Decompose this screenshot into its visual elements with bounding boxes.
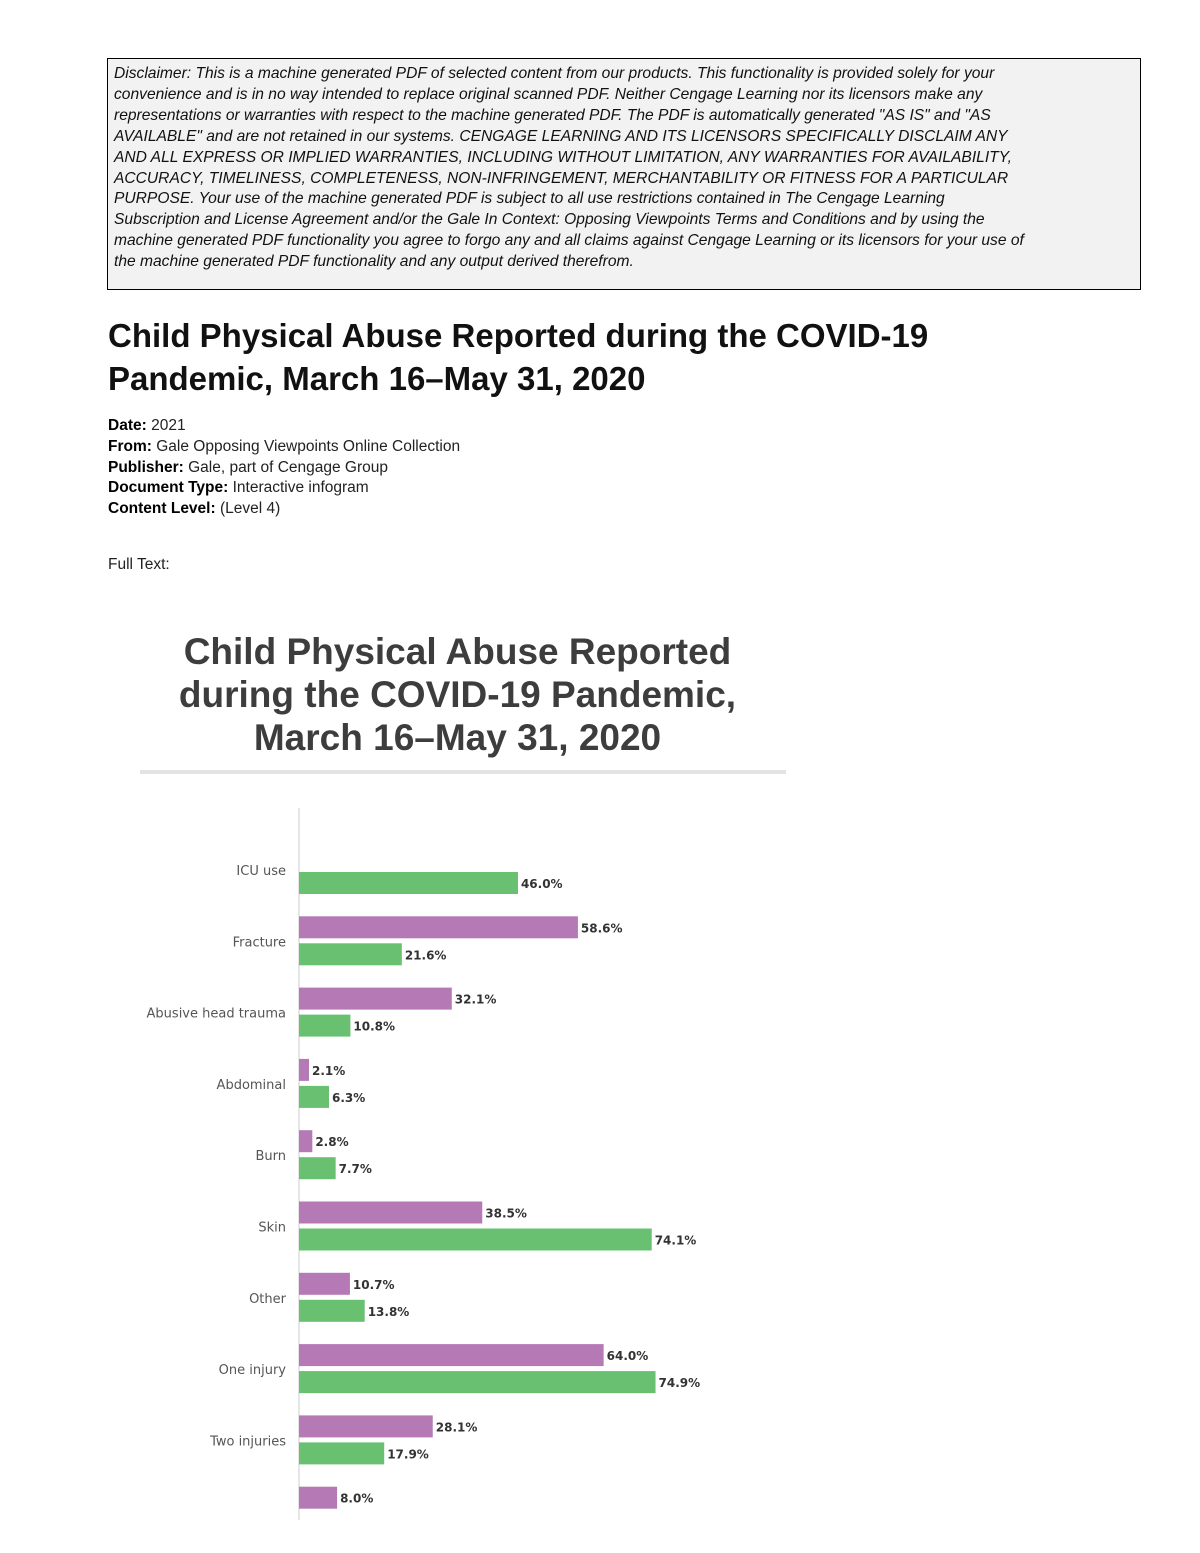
title-divider bbox=[140, 770, 786, 774]
category-label: ICU use bbox=[236, 864, 286, 879]
disclaimer-line: convenience and is in no way intended to replace original scanned PDF. Neither Cengage Learning nor its licensors make any bbox=[114, 85, 983, 103]
data-label: 46.0% bbox=[520, 877, 563, 891]
disclaimer-line: ACCURACY, TIMELINESS, COMPLETENESS, NON-INFRINGEMENT, MERCHANTABILITY OR FITNESS FOR A PARTICULAR bbox=[114, 169, 1009, 187]
disclaimer-line: Subscription and License Agreement and/or the Gale In Context: Opposing Viewpoints Terms and Conditions and by using the bbox=[114, 211, 985, 229]
data-label: 74.9% bbox=[658, 1376, 701, 1391]
disclaimer-box bbox=[107, 58, 1141, 290]
data-label: 17.9% bbox=[387, 1447, 429, 1462]
data-label: 10.8% bbox=[353, 1019, 396, 1034]
data-label: 13.8% bbox=[367, 1304, 410, 1319]
data-label: 2.8% bbox=[315, 1135, 349, 1150]
category-label: Burn bbox=[255, 1149, 286, 1165]
bar bbox=[299, 943, 402, 965]
category-label: Fracture bbox=[232, 935, 286, 951]
disclaimer-line: AND ALL EXPRESS OR IMPLIED WARRANTIES, INCLUDING WITHOUT LIMITATION, ANY WARRANTIES FOR AVAILABILITY, bbox=[114, 148, 1012, 166]
data-label: 7.7% bbox=[338, 1162, 372, 1177]
bar bbox=[299, 1059, 309, 1081]
document-title-line: Child Physical Abuse Reported during the COVID-19 bbox=[108, 317, 929, 354]
data-label: 28.1% bbox=[435, 1420, 478, 1435]
bar bbox=[299, 1442, 384, 1464]
data-label: 8.0% bbox=[340, 1491, 374, 1506]
disclaimer-line: Disclaimer: This is a machine generated PDF of selected content from our products. This functionality is provided solely for your bbox=[114, 65, 995, 82]
document-title bbox=[108, 314, 1108, 400]
bar bbox=[299, 1300, 365, 1322]
bar bbox=[299, 872, 518, 894]
bar bbox=[299, 1371, 656, 1393]
data-label: 2.1% bbox=[311, 1063, 346, 1078]
category-label: Other bbox=[249, 1291, 286, 1307]
data-label: 38.5% bbox=[485, 1206, 527, 1221]
bar bbox=[299, 1344, 604, 1366]
meta-date: Date: 2021 bbox=[108, 417, 186, 434]
bar bbox=[299, 1157, 336, 1179]
infogram-title-line: during the COVID-19 Pandemic, bbox=[178, 674, 737, 715]
bar bbox=[299, 1130, 312, 1152]
document-metadata bbox=[108, 416, 460, 520]
data-label: 21.6% bbox=[404, 948, 447, 963]
bar bbox=[299, 1273, 350, 1295]
category-label: Abusive head trauma bbox=[146, 1006, 286, 1022]
infogram-title-line: March 16–May 31, 2020 bbox=[253, 717, 662, 758]
disclaimer-line: PURPOSE. Your use of the machine generated PDF is subject to all use restrictions contained in The Cengage Learning bbox=[114, 190, 945, 208]
meta-publisher: Publisher: Gale, part of Cengage Group bbox=[108, 458, 389, 476]
data-label: 58.6% bbox=[580, 921, 623, 936]
data-label: 10.7% bbox=[352, 1277, 395, 1292]
disclaimer-line: AVAILABLE" and are not retained in our systems. CENGAGE LEARNING AND ITS LICENSORS SPECIFICALLY DISCLAIM ANY bbox=[114, 127, 1008, 145]
infogram-title-line: Child Physical Abuse Reported bbox=[183, 631, 732, 672]
bar-chart bbox=[130, 800, 810, 1520]
bar bbox=[299, 1229, 652, 1251]
bar bbox=[299, 1015, 350, 1037]
infogram-title bbox=[140, 630, 775, 759]
category-label: One injury bbox=[218, 1363, 286, 1379]
meta-document-type: Document Type: Interactive infogram bbox=[108, 479, 369, 497]
category-label: Skin bbox=[258, 1220, 286, 1236]
data-label: 74.1% bbox=[654, 1233, 697, 1248]
meta-content-level: Content Level: (Level 4) bbox=[108, 500, 281, 518]
bar bbox=[299, 1415, 433, 1437]
disclaimer-line: machine generated PDF functionality you agree to forgo any and all claims against Cengage Learning or its licensors for your use of bbox=[114, 232, 1024, 250]
bar bbox=[299, 1202, 482, 1224]
meta-from: From: Gale Opposing Viewpoints Online Collection bbox=[108, 437, 461, 455]
disclaimer-line: the machine generated PDF functionality and any output derived therefrom. bbox=[114, 253, 634, 271]
full-text-label: Full Text: bbox=[108, 556, 170, 573]
data-label: 64.0% bbox=[606, 1349, 649, 1364]
document-title-line: Pandemic, March 16–May 31, 2020 bbox=[108, 360, 646, 397]
bar bbox=[299, 988, 452, 1010]
data-label: 6.3% bbox=[331, 1090, 366, 1105]
bar bbox=[299, 916, 578, 938]
disclaimer-line: representations or warranties with respect to the machine generated PDF. The PDF is automatically generated "AS IS" and "AS bbox=[114, 106, 991, 124]
category-label: Abdominal bbox=[216, 1077, 286, 1093]
category-label: Two injuries bbox=[210, 1434, 286, 1450]
bar bbox=[299, 1086, 329, 1108]
data-label: 32.1% bbox=[454, 992, 497, 1007]
bar bbox=[299, 1487, 337, 1509]
